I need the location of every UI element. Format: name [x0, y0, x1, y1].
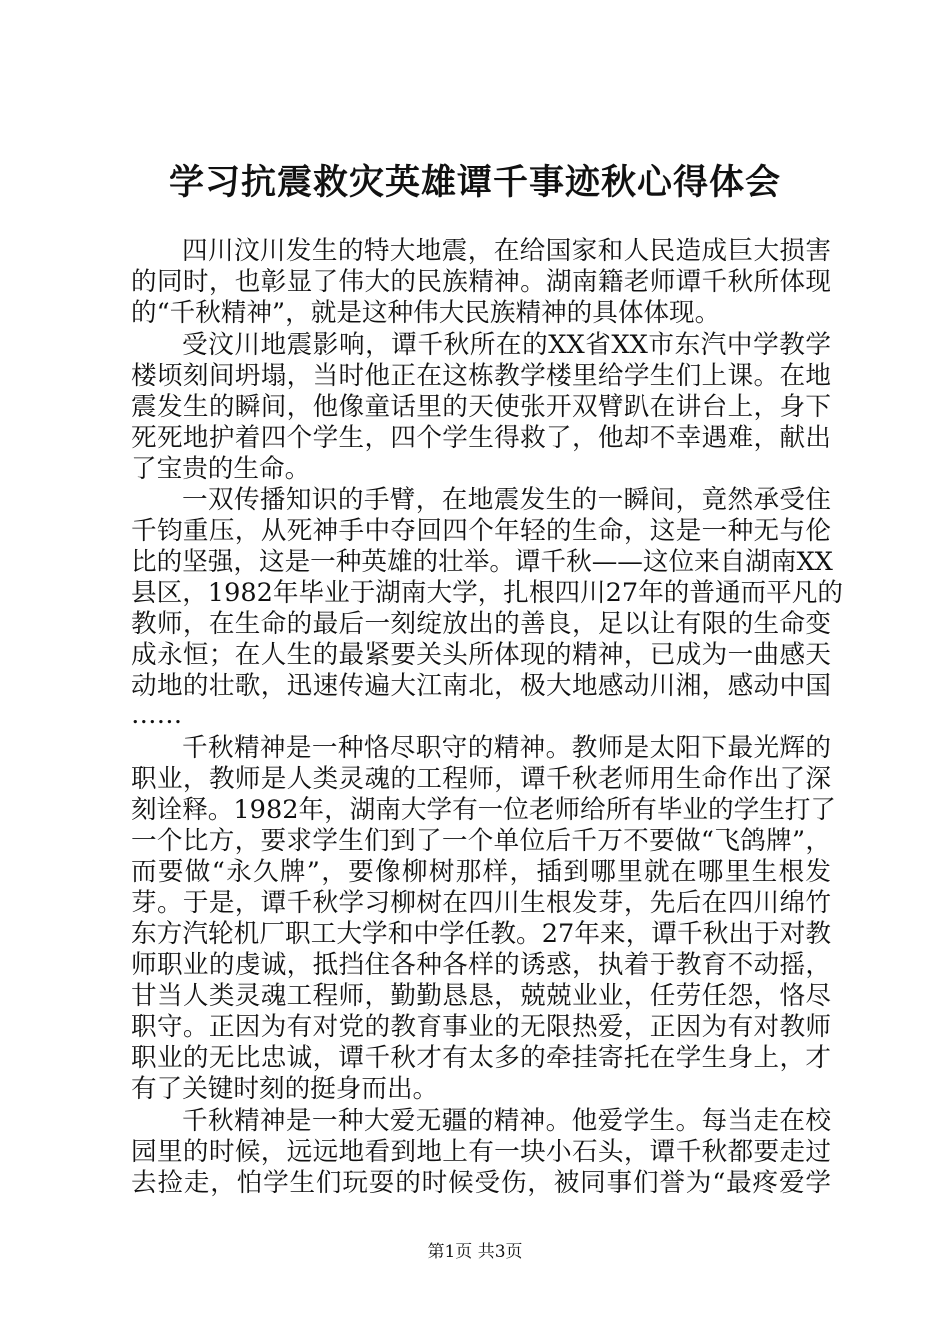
- text-line: 成永恒；在人生的最紧要关头所体现的精神，已成为一曲感天: [131, 640, 831, 670]
- text-line: ……: [131, 700, 183, 730]
- text-line: 职业，教师是人类灵魂的工程师，谭千秋老师用生命作出了深: [131, 764, 831, 794]
- text-line: 千秋精神是一种大爱无疆的精神。他爱学生。每当走在校: [182, 1106, 831, 1136]
- text-line: 四川汶川发生的特大地震，在给国家和人民造成巨大损害: [182, 236, 831, 266]
- text-line: 的同时，也彰显了伟大的民族精神。湖南籍老师谭千秋所体现: [131, 267, 831, 297]
- text-line: 县区，1982年毕业于湖南大学，扎根四川27年的普通而平凡的: [131, 578, 843, 608]
- text-line: 教师，在生命的最后一刻绽放出的善良，足以让有限的生命变: [131, 609, 831, 639]
- document-title: 学习抗震救灾英雄谭千事迹秋心得体会: [168, 162, 781, 203]
- text-line: 楼顷刻间坍塌，当时他正在这栋教学楼里给学生们上课。在地: [131, 361, 831, 391]
- text-line: 一个比方，要求学生们到了一个单位后千万不要做“飞鸽牌”，: [131, 826, 831, 856]
- text-line: 甘当人类灵魂工程师，勤勤恳恳，兢兢业业，任劳任怨，恪尽: [131, 981, 831, 1011]
- text-line: 去捡走，怕学生们玩耍的时候受伤，被同事们誉为“最疼爱学: [131, 1168, 831, 1198]
- text-line: 比的坚强，这是一种英雄的壮举。谭千秋——这位来自湖南XX: [131, 547, 833, 577]
- text-line: 刻诠释。1982年，湖南大学有一位老师给所有毕业的学生打了: [131, 795, 836, 825]
- text-line: 师职业的虔诚，抵挡住各种各样的诱惑，执着于教育不动摇，: [131, 950, 831, 980]
- text-line: 动地的壮歌，迅速传遍大江南北，极大地感动川湘，感动中国: [131, 671, 831, 701]
- text-line: 一双传播知识的手臂，在地震发生的一瞬间，竟然承受住: [182, 485, 831, 515]
- text-line: 千秋精神是一种恪尽职守的精神。教师是太阳下最光辉的: [182, 733, 831, 763]
- text-line: 有了关键时刻的挺身而出。: [131, 1074, 439, 1104]
- text-line: 职业的无比忠诚，谭千秋才有太多的牵挂寄托在学生身上，才: [131, 1043, 831, 1073]
- text-line: 死死地护着四个学生，四个学生得救了，他却不幸遇难，献出: [131, 423, 831, 453]
- text-line: 千钧重压，从死神手中夺回四个年轻的生命，这是一种无与伦: [131, 516, 831, 546]
- text-line: 职守。正因为有对党的教育事业的无限热爱，正因为有对教师: [131, 1012, 831, 1042]
- text-line: 芽。于是，谭千秋学习柳树在四川生根发芽，先后在四川绵竹: [131, 888, 831, 918]
- text-line: 的“千秋精神”，就是这种伟大民族精神的具体体现。: [131, 298, 721, 328]
- text-line: 东方汽轮机厂职工大学和中学任教。27年来，谭千秋出于对教: [131, 919, 831, 949]
- text-line: 而要做“永久牌”，要像柳树那样，插到哪里就在哪里生根发: [131, 857, 831, 887]
- page-footer: 第1页 共3页: [427, 1242, 523, 1262]
- text-line: 震发生的瞬间，他像童话里的天使张开双臂趴在讲台上，身下: [131, 392, 831, 422]
- text-line: 了宝贵的生命。: [131, 454, 311, 484]
- text-line: 受汶川地震影响，谭千秋所在的XX省XX市东汽中学教学: [182, 330, 831, 360]
- text-line: 园里的时候，远远地看到地上有一块小石头，谭千秋都要走过: [131, 1137, 831, 1167]
